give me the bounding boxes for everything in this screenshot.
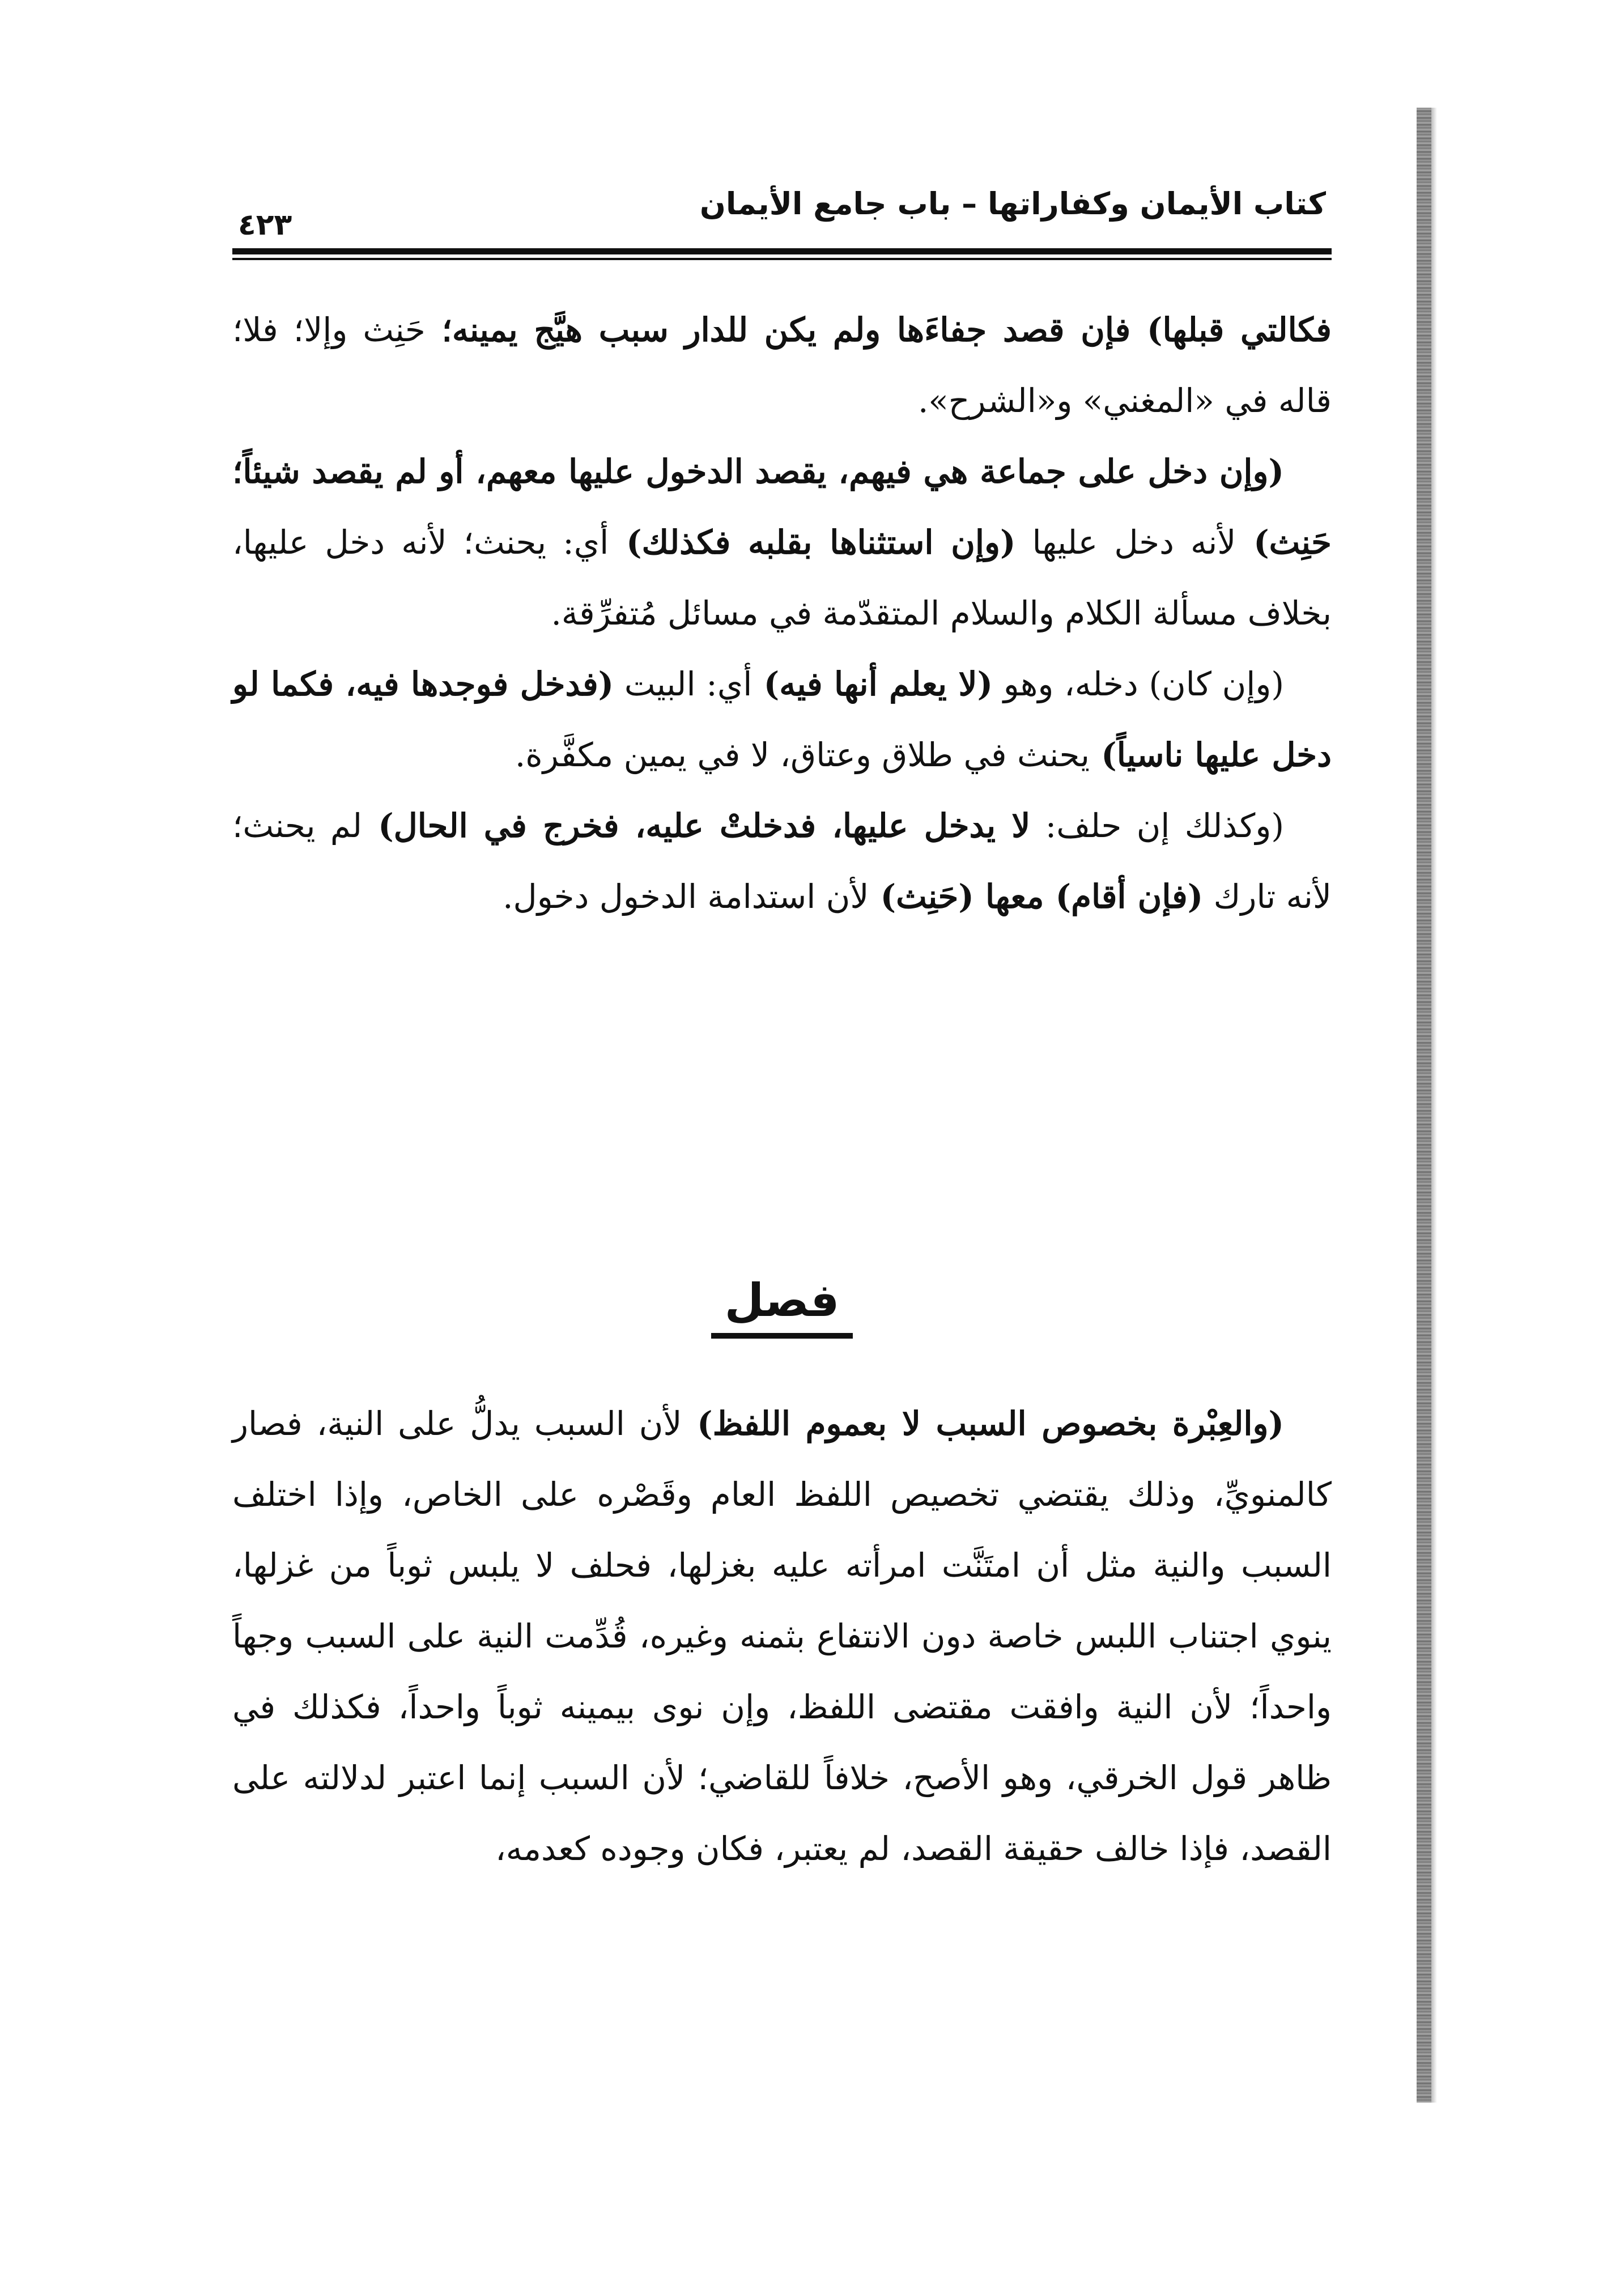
body-text-upper [232, 295, 1332, 932]
text-segment: لأن السبب يدلُّ على النية، فصار كالمنويِّ، وذلك يقتضي تخصيص اللفظ العام وقَصْره على الخاص، وإذا اختلف السبب والنية مثل أن امتَنَّت امرأته عليه بغزلها، فحلف لا يلبس ثوباً من غزلها، ينوي اجتناب اللبس خاصة دون الانتفاع بثمنه وغيره، قُدِّمت النية على السبب وجهاً واحداً؛ لأن النية وافقت مقتضى اللفظ، وإن نوى بيمينه ثوباً واحداً، فكذلك في ظاهر قول الخرقي، وهو الأصح، خلافاً للقاضي؛ لأن السبب إنما اعتبر لدلالته على القصد، فإذا خالف حقيقة القصد، لم يعتبر، فكان وجوده كعدمه، [232, 1404, 1332, 1868]
bold-text-segment: (لا يعلم أنها فيه) [752, 665, 993, 703]
header-title: كتاب الأيمان وكفاراتها – باب جامع الأيمان [699, 186, 1326, 222]
section-heading [232, 1269, 1332, 1339]
paragraph [232, 791, 1332, 932]
book-spine-edge [1417, 108, 1431, 2103]
paragraph [232, 436, 1332, 649]
bold-text-segment: لا يدخل عليها، فدخلتْ عليه، فخرج في الحال) [362, 806, 1031, 845]
text-segment: لأن استدامة الدخول دخول. [503, 877, 869, 916]
page-number: ٤٢٣ [238, 208, 292, 242]
running-header [232, 170, 1332, 266]
text-segment: (وإن كان) [1138, 665, 1284, 703]
bold-text-segment: (فدخل فوجدها فيه، فكما لو دخل عليها ناسياً) [232, 665, 1332, 774]
book-spine-shadow [1431, 108, 1437, 2103]
bold-text-segment: (وإن استثناها بقلبه فكذلك) [609, 523, 1016, 562]
text-segment: دخله، وهو [993, 665, 1138, 703]
text-segment: يحنث في طلاق وعتاق، لا في يمين مكفَّرة. [515, 736, 1090, 774]
header-rule-thick [232, 248, 1332, 254]
text-segment: لم يحنث؛ لأنه تارك [232, 806, 1332, 916]
body-text-lower [232, 1388, 1332, 1884]
text-segment: حَنِث وإلا؛ فلا؛ قاله في «المغني» و«الشرح». [232, 311, 1332, 420]
bold-text-segment: (فإن أقام) معها (حَنِث) [869, 877, 1204, 916]
text-segment: لأنه دخل عليها [1015, 523, 1236, 562]
bold-text-segment: (والعِبْرة بخصوص السبب لا بعموم اللفظ) [682, 1404, 1284, 1443]
paragraph [232, 1388, 1332, 1884]
section-heading-text: فصل [711, 1269, 853, 1339]
text-segment: أي: البيت [614, 665, 753, 703]
paragraph [232, 295, 1332, 436]
text-segment: أي: يحنث؛ لأنه دخل عليها، بخلاف مسألة الكلام والسلام المتقدّمة في مسائل مُتفرِّقة. [232, 523, 1332, 632]
text-segment: (وكذلك إن حلف: [1030, 806, 1284, 845]
header-rule-thin [232, 258, 1332, 260]
paragraph [232, 649, 1332, 791]
bold-text-segment: فكالتي قبلها) فإن قصد جفاءَها ولم يكن للدار سبب هيَّج يمينه؛ [425, 311, 1332, 349]
bold-text-segment: (وإن دخل على جماعة هي فيهم، يقصد الدخول عليها معهم، أو لم يقصد شيئاً؛ حَنِث) [232, 452, 1332, 562]
